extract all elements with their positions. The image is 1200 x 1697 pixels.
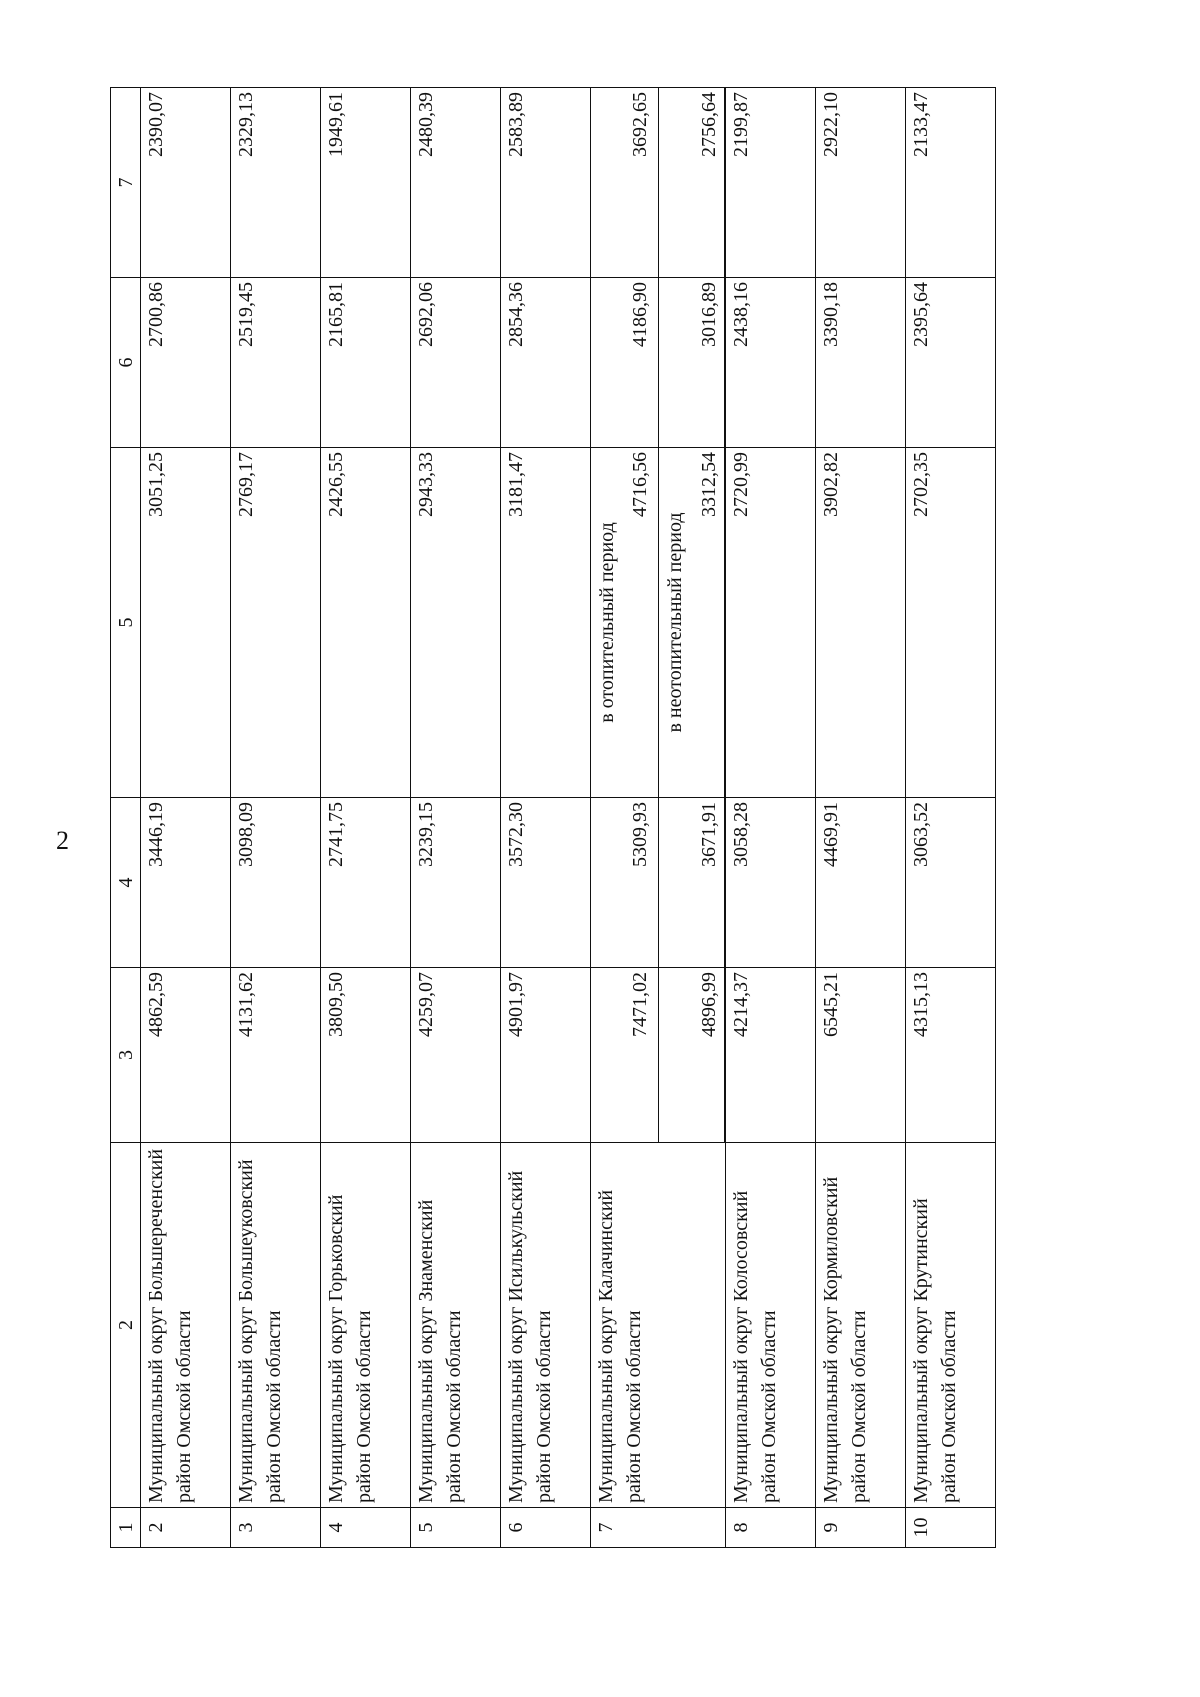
row-number: 2 [141, 1508, 231, 1548]
value-cell: 5309,93 [623, 798, 659, 968]
value-cell: 2702,35 [906, 448, 996, 798]
row-number: 6 [501, 1508, 591, 1548]
empty-cell [659, 278, 691, 448]
value-cell: 2854,36 [501, 278, 591, 448]
kalachinsk-heating-label-row [591, 88, 623, 1548]
value-cell: 1949,61 [321, 88, 411, 278]
header-cell: 1 [111, 1508, 141, 1548]
table-row [411, 88, 501, 1548]
value-cell: 4901,97 [501, 968, 591, 1143]
header-cell: 4 [111, 798, 141, 968]
value-cell: 2700,86 [141, 278, 231, 448]
value-cell: 2133,47 [906, 88, 996, 278]
header-cell: 2 [111, 1143, 141, 1508]
value-cell: 4214,37 [726, 968, 816, 1143]
header-cell: 7 [111, 88, 141, 278]
value-cell: 2426,55 [321, 448, 411, 798]
municipality-name: Муниципальный округ Горьковский район Омской области [321, 1143, 411, 1508]
tariff-table [110, 87, 996, 1548]
value-cell: 4469,91 [816, 798, 906, 968]
non-heating-period-label: в неотопительный период [659, 448, 691, 798]
municipality-name: Муниципальный округ Кормиловский район Омской области [816, 1143, 906, 1508]
table-row [231, 88, 321, 1548]
value-cell: 3809,50 [321, 968, 411, 1143]
value-cell: 4259,07 [411, 968, 501, 1143]
value-cell: 3063,52 [906, 798, 996, 968]
table-row [141, 88, 231, 1548]
value-cell: 3390,18 [816, 278, 906, 448]
empty-cell [659, 968, 691, 1143]
value-cell: 3058,28 [726, 798, 816, 968]
value-cell: 3692,65 [623, 88, 659, 278]
value-cell: 3181,47 [501, 448, 591, 798]
row-number: 5 [411, 1508, 501, 1548]
header-cell: 5 [111, 448, 141, 798]
value-cell: 3016,89 [691, 278, 725, 448]
page-number: 2 [56, 826, 69, 855]
value-cell: 2480,39 [411, 88, 501, 278]
value-cell: 3051,25 [141, 448, 231, 798]
empty-cell [591, 278, 623, 448]
municipality-name: Муниципальный округ Знаменский район Омской области [411, 1143, 501, 1508]
value-cell: 2329,13 [231, 88, 321, 278]
row-number: 10 [906, 1508, 996, 1548]
rotated-table-wrapper [110, 87, 996, 1548]
municipality-name: Муниципальный округ Колосовский район Омской области [726, 1143, 816, 1508]
table-row [321, 88, 411, 1548]
value-cell: 2720,99 [726, 448, 816, 798]
value-cell: 4716,56 [623, 448, 659, 798]
value-cell: 2395,64 [906, 278, 996, 448]
header-cell: 6 [111, 278, 141, 448]
value-cell: 3312,54 [691, 448, 725, 798]
value-cell: 2922,10 [816, 88, 906, 278]
municipality-name: Муниципальный округ Крутинский район Омской области [906, 1143, 996, 1508]
value-cell: 3098,09 [231, 798, 321, 968]
value-cell: 4186,90 [623, 278, 659, 448]
value-cell: 4315,13 [906, 968, 996, 1143]
value-cell: 2943,33 [411, 448, 501, 798]
table-row [816, 88, 906, 1548]
value-cell: 7471,02 [623, 968, 659, 1143]
value-cell: 3572,30 [501, 798, 591, 968]
heating-period-label: в отопительный период [591, 448, 623, 798]
value-cell: 2756,64 [691, 88, 725, 278]
value-cell: 2583,89 [501, 88, 591, 278]
value-cell: 6545,21 [816, 968, 906, 1143]
value-cell: 4131,62 [231, 968, 321, 1143]
municipality-name: Муниципальный округ Исилькульский район Омской области [501, 1143, 591, 1508]
value-cell: 3902,82 [816, 448, 906, 798]
row-number: 9 [816, 1508, 906, 1548]
row-number: 3 [231, 1508, 321, 1548]
table-row [501, 88, 591, 1548]
value-cell: 3446,19 [141, 798, 231, 968]
header-cell: 3 [111, 968, 141, 1143]
header-row [111, 88, 141, 1548]
row-number: 7 [591, 1508, 726, 1548]
municipality-name: Муниципальный округ Большеуковский район Омской области [231, 1143, 321, 1508]
value-cell: 2390,07 [141, 88, 231, 278]
empty-cell [591, 798, 623, 968]
value-cell: 2692,06 [411, 278, 501, 448]
row-number: 8 [726, 1508, 816, 1548]
value-cell: 2438,16 [726, 278, 816, 448]
table-row [726, 88, 816, 1548]
value-cell: 3671,91 [691, 798, 725, 968]
empty-cell [659, 88, 691, 278]
value-cell: 3239,15 [411, 798, 501, 968]
value-cell: 2519,45 [231, 278, 321, 448]
empty-cell [659, 798, 691, 968]
value-cell: 2165,81 [321, 278, 411, 448]
value-cell: 2199,87 [726, 88, 816, 278]
value-cell: 2769,17 [231, 448, 321, 798]
value-cell: 4862,59 [141, 968, 231, 1143]
municipality-name: Муниципальный округ Калачинский район Омской области [591, 1143, 726, 1508]
row-number: 4 [321, 1508, 411, 1548]
empty-cell [591, 968, 623, 1143]
value-cell: 2741,75 [321, 798, 411, 968]
value-cell: 4896,99 [691, 968, 725, 1143]
table-row [906, 88, 996, 1548]
empty-cell [591, 88, 623, 278]
municipality-name: Муниципальный округ Большереченский район Омской области [141, 1143, 231, 1508]
